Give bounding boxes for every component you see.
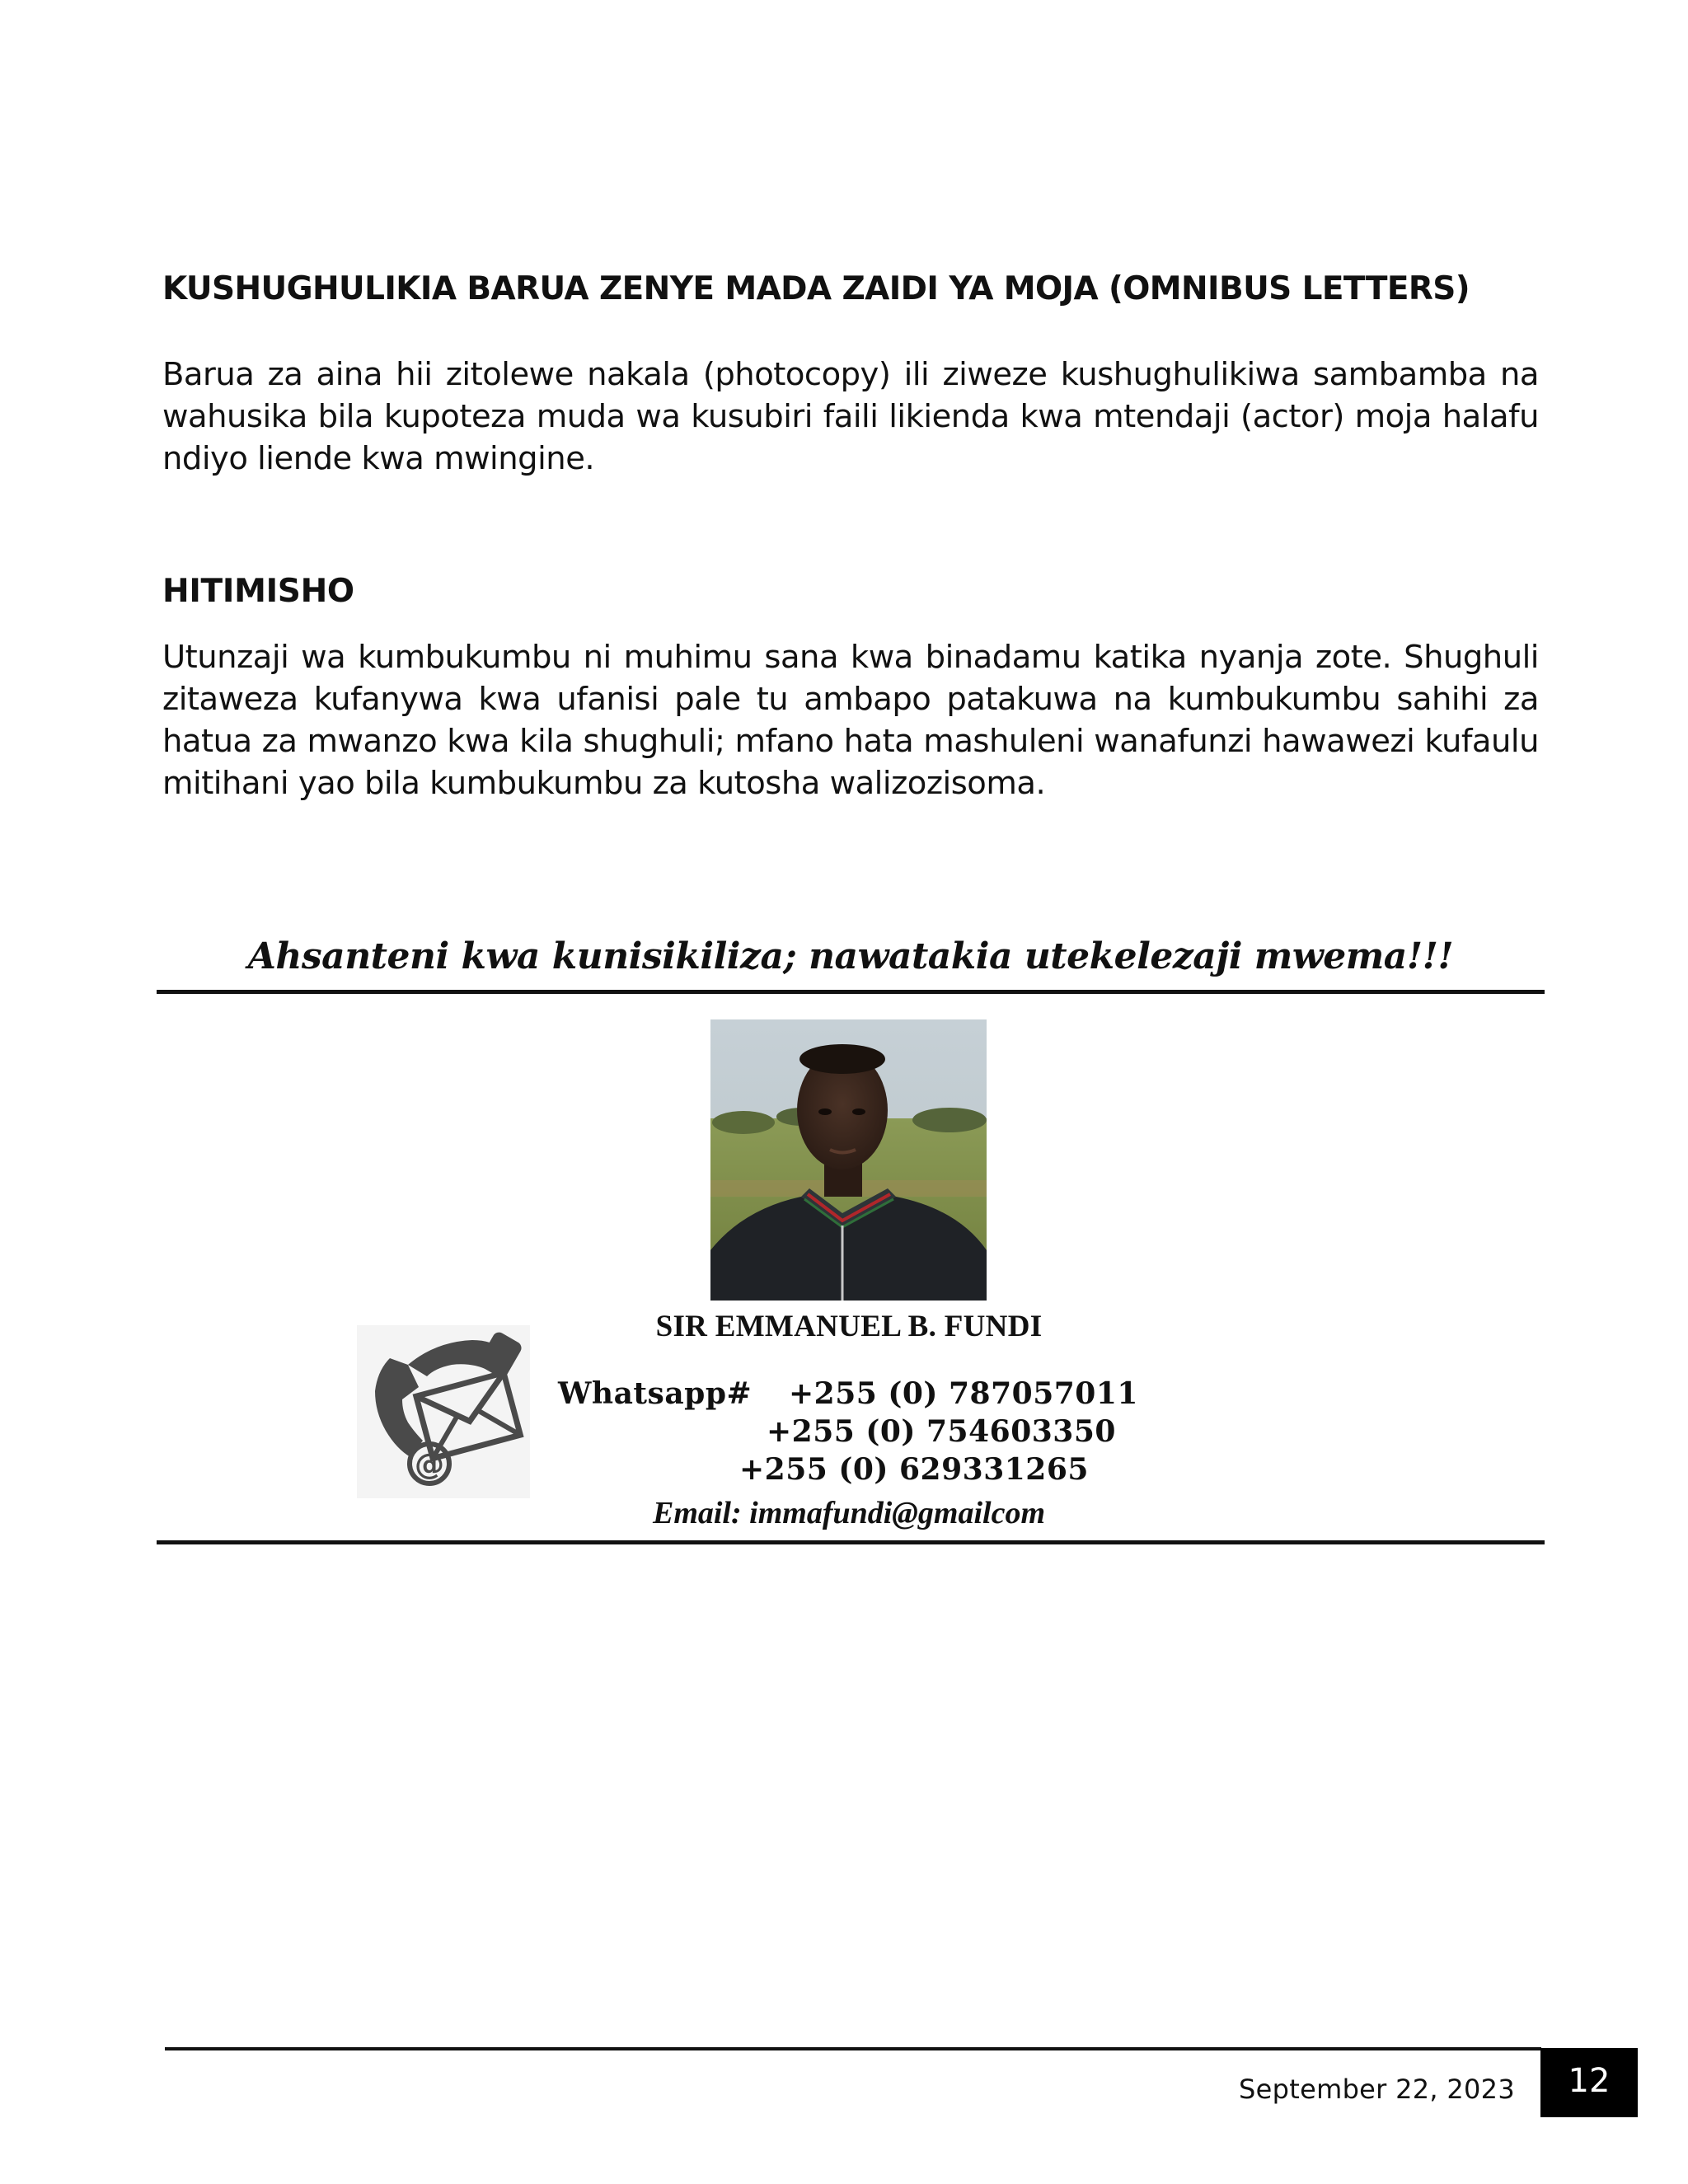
section-heading-omnibus-letters: KUSHUGHULIKIA BARUA ZENYE MADA ZAIDI YA MOJA (OMNIBUS LETTERS) — [162, 270, 1470, 307]
closing-thanks: Ahsanteni kwa kunisikiliza; nawatakia utekelezaji mwema!!! — [247, 935, 1454, 977]
author-name: SIR EMMANUEL B. FUNDI — [655, 1310, 1043, 1343]
page-number: 12 — [1540, 2048, 1638, 2117]
section-paragraph-conclusion: Utunzaji wa kumbukumbu ni muhimu sana kwa binadamu katika nyanja zote. Shughuli zitaweza kufanywa kwa ufanisi pale tu ambapo patakuwa na kumbukumbu sahihi za hatua za mwanzo kwa kila shughuli; mfano hata mashuleni wanafunzi hawawezi kufaulu mitihani yao bila kumbukumbu za kutosha walizozisoma. — [162, 639, 1539, 802]
footer-date: September 22, 2023 — [1239, 2074, 1515, 2105]
svg-text:@: @ — [415, 1448, 444, 1482]
author-portrait-photo — [710, 1019, 987, 1301]
footer-rule — [165, 2047, 1541, 2050]
section-paragraph-omnibus-letters: Barua za aina hii zitolewe nakala (photocopy) ili ziweze kushughulikiwa sambamba na wahusika bila kupoteza muda wa kusubiri faili likienda kwa mtendaji (actor) moja halafu ndiyo liende kwa mwingine. — [162, 356, 1539, 477]
phone-envelope-at-icon — [357, 1325, 530, 1498]
section-heading-conclusion: HITIMISHO — [162, 573, 354, 610]
signature-top-rule — [157, 990, 1545, 994]
author-email: Email: immafundi@gmailcom — [652, 1496, 1046, 1530]
whatsapp-label: Whatsapp# — [558, 1376, 753, 1411]
phone-number-3: +255 (0) 629331265 — [739, 1452, 1089, 1487]
phone-number-1: +255 (0) 787057011 — [789, 1376, 1138, 1411]
phone-number-2: +255 (0) 754603350 — [767, 1414, 1116, 1449]
signature-bottom-rule — [157, 1540, 1545, 1544]
